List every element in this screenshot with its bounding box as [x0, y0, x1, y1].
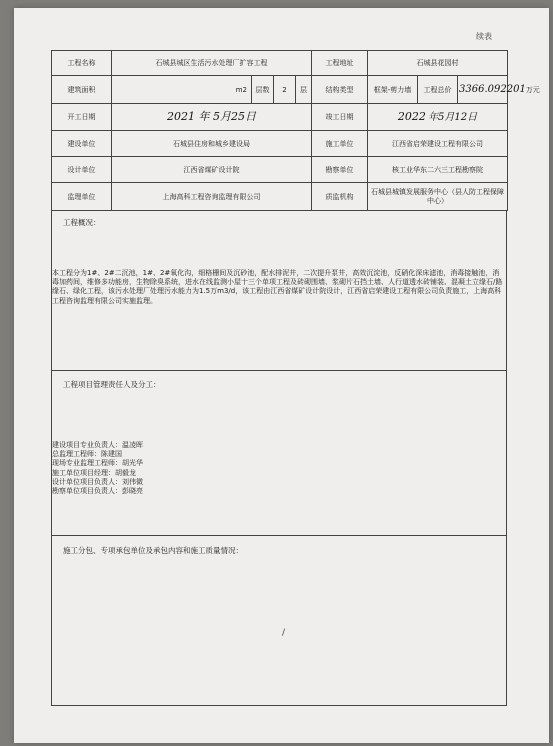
management-people-list — [52, 441, 143, 496]
total-cost-unit: 万元 — [525, 85, 540, 94]
floors-value: 2 — [274, 76, 296, 104]
subcontract-title: 施工分包、专项承包单位及承包内容和施工质量情况： — [63, 546, 243, 555]
contractor-label: 施工单位 — [312, 131, 368, 157]
total-cost-cell — [458, 76, 540, 104]
total-cost-value: 3366.092201 — [459, 83, 526, 95]
quality-agency-value: 石城县城镇发展服务中心（县人防工程保障中心） — [368, 183, 508, 211]
floors-unit: 层 — [296, 76, 312, 104]
row-area — [52, 76, 508, 104]
structure-value: 框架-剪力墙 — [368, 76, 418, 104]
survey-value: 核工业华东二六三工程勘察院 — [368, 157, 508, 183]
project-address-value: 石城县花园村 — [368, 51, 508, 76]
person-owner-lead: 建设项目专业负责人：温凌晖 — [52, 441, 143, 449]
overview-text: 本工程分为1#、2#二沉池，1#、2#氧化沟，细格栅间及沉砂池，配水排泥井，二次提升泵井，高效沉淀池，反硝化深床滤池，消毒接触池，消毒加药间，维修多功能房，生物除臭系统，进水在线监测小屋十三个单项工程及砖砌围墙、浆砌片石挡土墙、人行道透水砖铺装、混凝土立缘石/路缘石、绿化工程，该污水处理厂处理污水能力为1.5万m3/d，该工程由江西省煤矿设计院设计，江西省启荣建设工程有限公司负责施工，上海高科工程咨询监理有限公司实施监理。 — [52, 269, 503, 305]
person-survey-lead: 勘察单位项目负责人：彭晓亮 — [52, 487, 143, 496]
management-title: 工程项目管理责任人及分工： — [63, 380, 161, 389]
project-address-label: 工程地址 — [312, 51, 368, 76]
pen-mark: / — [282, 628, 286, 638]
area-value: m2 — [112, 76, 252, 104]
quality-agency-label: 质监机构 — [312, 183, 368, 211]
row-project-name — [52, 51, 508, 76]
survey-label: 勘察单位 — [312, 157, 368, 183]
project-name-value: 石城县城区生活污水处理厂扩容工程 — [112, 51, 312, 76]
supervision-value: 上海高科工程咨询监理有限公司 — [112, 183, 312, 211]
end-date-cell — [368, 104, 508, 131]
owner-label: 建设单位 — [52, 131, 112, 157]
area-label: 建筑面积 — [52, 76, 112, 104]
design-label: 设计单位 — [52, 157, 112, 183]
row-design — [52, 157, 508, 183]
floors-label: 层数 — [252, 76, 274, 104]
person-chief-supervisor: 总监理工程师：陈建国 — [52, 450, 122, 459]
person-contractor-pm: 施工单位项目经理：胡毅龙 — [52, 468, 136, 477]
owner-value: 石城县住房和城乡建设局 — [112, 131, 312, 157]
person-site-supervisor: 现场专业监理工程师：胡光华 — [52, 459, 143, 468]
end-date-year: 2022 — [397, 109, 426, 123]
subcontract-section — [51, 536, 507, 706]
person-design-lead: 设计单位项目负责人：刘伟微 — [52, 477, 143, 486]
project-info-table — [51, 50, 540, 211]
supervision-label: 监理单位 — [52, 183, 112, 211]
row-owner — [52, 131, 508, 157]
project-name-label: 工程名称 — [52, 51, 112, 76]
end-date-label: 竣工日期 — [312, 104, 368, 131]
start-date-label: 开工日期 — [52, 104, 112, 131]
row-dates — [52, 104, 508, 131]
start-date-value: 2021 年 5月25日 — [112, 104, 312, 131]
total-cost-label: 工程总价 — [418, 76, 458, 104]
contractor-value: 江西省启荣建设工程有限公司 — [368, 131, 508, 157]
row-supervision — [52, 183, 508, 211]
continued-label: 续表 — [476, 32, 492, 41]
overview-title: 工程概况： — [63, 218, 101, 227]
design-value: 江西省煤矿设计院 — [112, 157, 312, 183]
structure-label: 结构类型 — [312, 76, 368, 104]
end-date-month-day: 年5月12日 — [428, 111, 478, 123]
